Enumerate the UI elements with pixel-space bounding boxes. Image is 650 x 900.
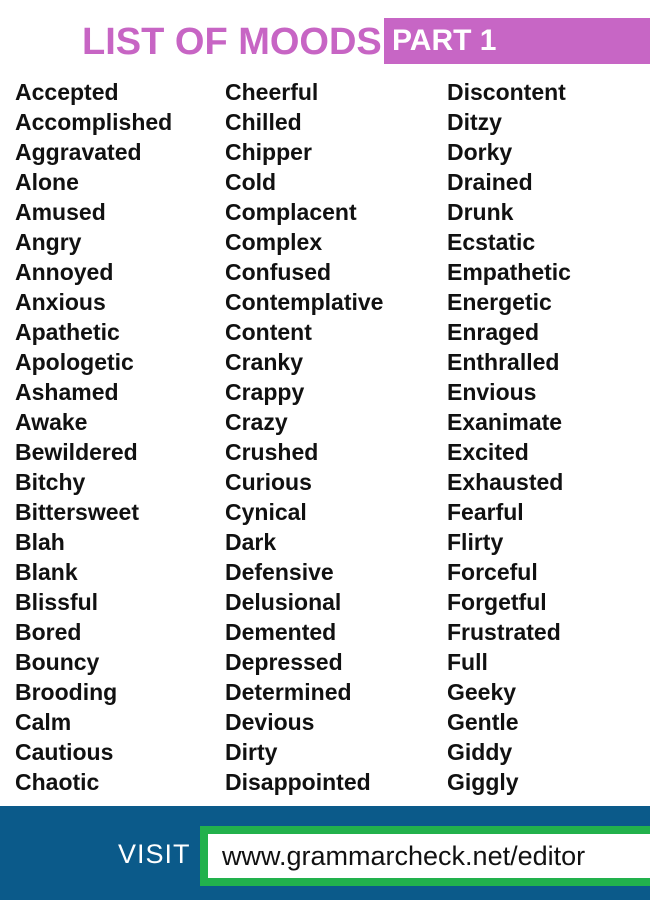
mood-item: Determined [225,679,352,705]
mood-item: Chilled [225,109,302,135]
mood-item: Full [447,649,488,675]
mood-item: Blah [15,529,65,555]
mood-item: Accomplished [15,109,173,135]
url-box[interactable] [200,826,650,886]
mood-item: Empathetic [447,259,571,285]
mood-item: Cheerful [225,79,319,105]
mood-item: Bored [15,619,82,645]
mood-item: Drained [447,169,533,195]
mood-item: Frustrated [447,619,561,645]
mood-item: Crushed [225,439,319,465]
mood-item: Bittersweet [15,499,139,525]
mood-item: Flirty [447,529,504,555]
mood-item: Cynical [225,499,307,525]
mood-item: Accepted [15,79,119,105]
mood-item: Exanimate [447,409,563,435]
mood-item: Complacent [225,199,357,225]
header [0,0,650,80]
mood-item: Cranky [225,349,303,375]
mood-item: Excited [447,439,529,465]
mood-item: Ditzy [447,109,502,135]
mood-item: Apologetic [15,349,134,375]
mood-item: Amused [15,199,106,225]
mood-item: Dirty [225,739,278,765]
mood-item: Envious [447,379,537,405]
mood-item: Enraged [447,319,540,345]
mood-item: Calm [15,709,72,735]
url-link[interactable]: www.grammarcheck.net/editor [208,834,650,878]
mood-item: Cold [225,169,277,195]
mood-item: Forgetful [447,589,547,615]
mood-item: Content [225,319,312,345]
mood-item: Geeky [447,679,517,705]
mood-item: Confused [225,259,332,285]
mood-item: Enthralled [447,349,560,375]
mood-item: Gentle [447,709,519,735]
mood-item: Defensive [225,559,334,585]
mood-item: Contemplative [225,289,384,315]
mood-item: Demented [225,619,337,645]
mood-item: Discontent [447,79,566,105]
mood-item: Awake [15,409,88,435]
visit-label: VISIT [118,839,191,869]
mood-item: Exhausted [447,469,564,495]
mood-item: Annoyed [15,259,114,285]
mood-item: Drunk [447,199,514,225]
mood-item: Blissful [15,589,99,615]
mood-item: Angry [15,229,82,255]
mood-item: Anxious [15,289,106,315]
mood-item: Dark [225,529,277,555]
mood-item: Giggly [447,769,519,795]
mood-item: Brooding [15,679,118,705]
mood-item: Crazy [225,409,288,435]
footer-banner [0,806,650,900]
mood-item: Chipper [225,139,312,165]
mood-item: Bitchy [15,469,86,495]
mood-column-2 [225,77,383,797]
mood-item: Crappy [225,379,305,405]
mood-item: Curious [225,469,312,495]
mood-item: Cautious [15,739,114,765]
mood-item: Ecstatic [447,229,536,255]
mood-item: Blank [15,559,78,585]
mood-item: Delusional [225,589,342,615]
mood-item: Complex [225,229,323,255]
mood-item: Alone [15,169,79,195]
mood-item: Ashamed [15,379,119,405]
mood-item: Apathetic [15,319,120,345]
page-title: LIST OF MOODS [82,21,382,63]
part-badge: PART 1 [384,18,650,64]
mood-item: Depressed [225,649,343,675]
mood-item: Giddy [447,739,513,765]
mood-item: Fearful [447,499,524,525]
mood-item: Dorky [447,139,513,165]
mood-column-3 [447,77,571,797]
mood-item: Aggravated [15,139,142,165]
mood-item: Forceful [447,559,538,585]
mood-item: Energetic [447,289,552,315]
mood-item: Devious [225,709,315,735]
mood-item: Disappointed [225,769,371,795]
mood-column-1 [15,77,172,797]
mood-item: Chaotic [15,769,100,795]
mood-item: Bewildered [15,439,138,465]
mood-item: Bouncy [15,649,100,675]
